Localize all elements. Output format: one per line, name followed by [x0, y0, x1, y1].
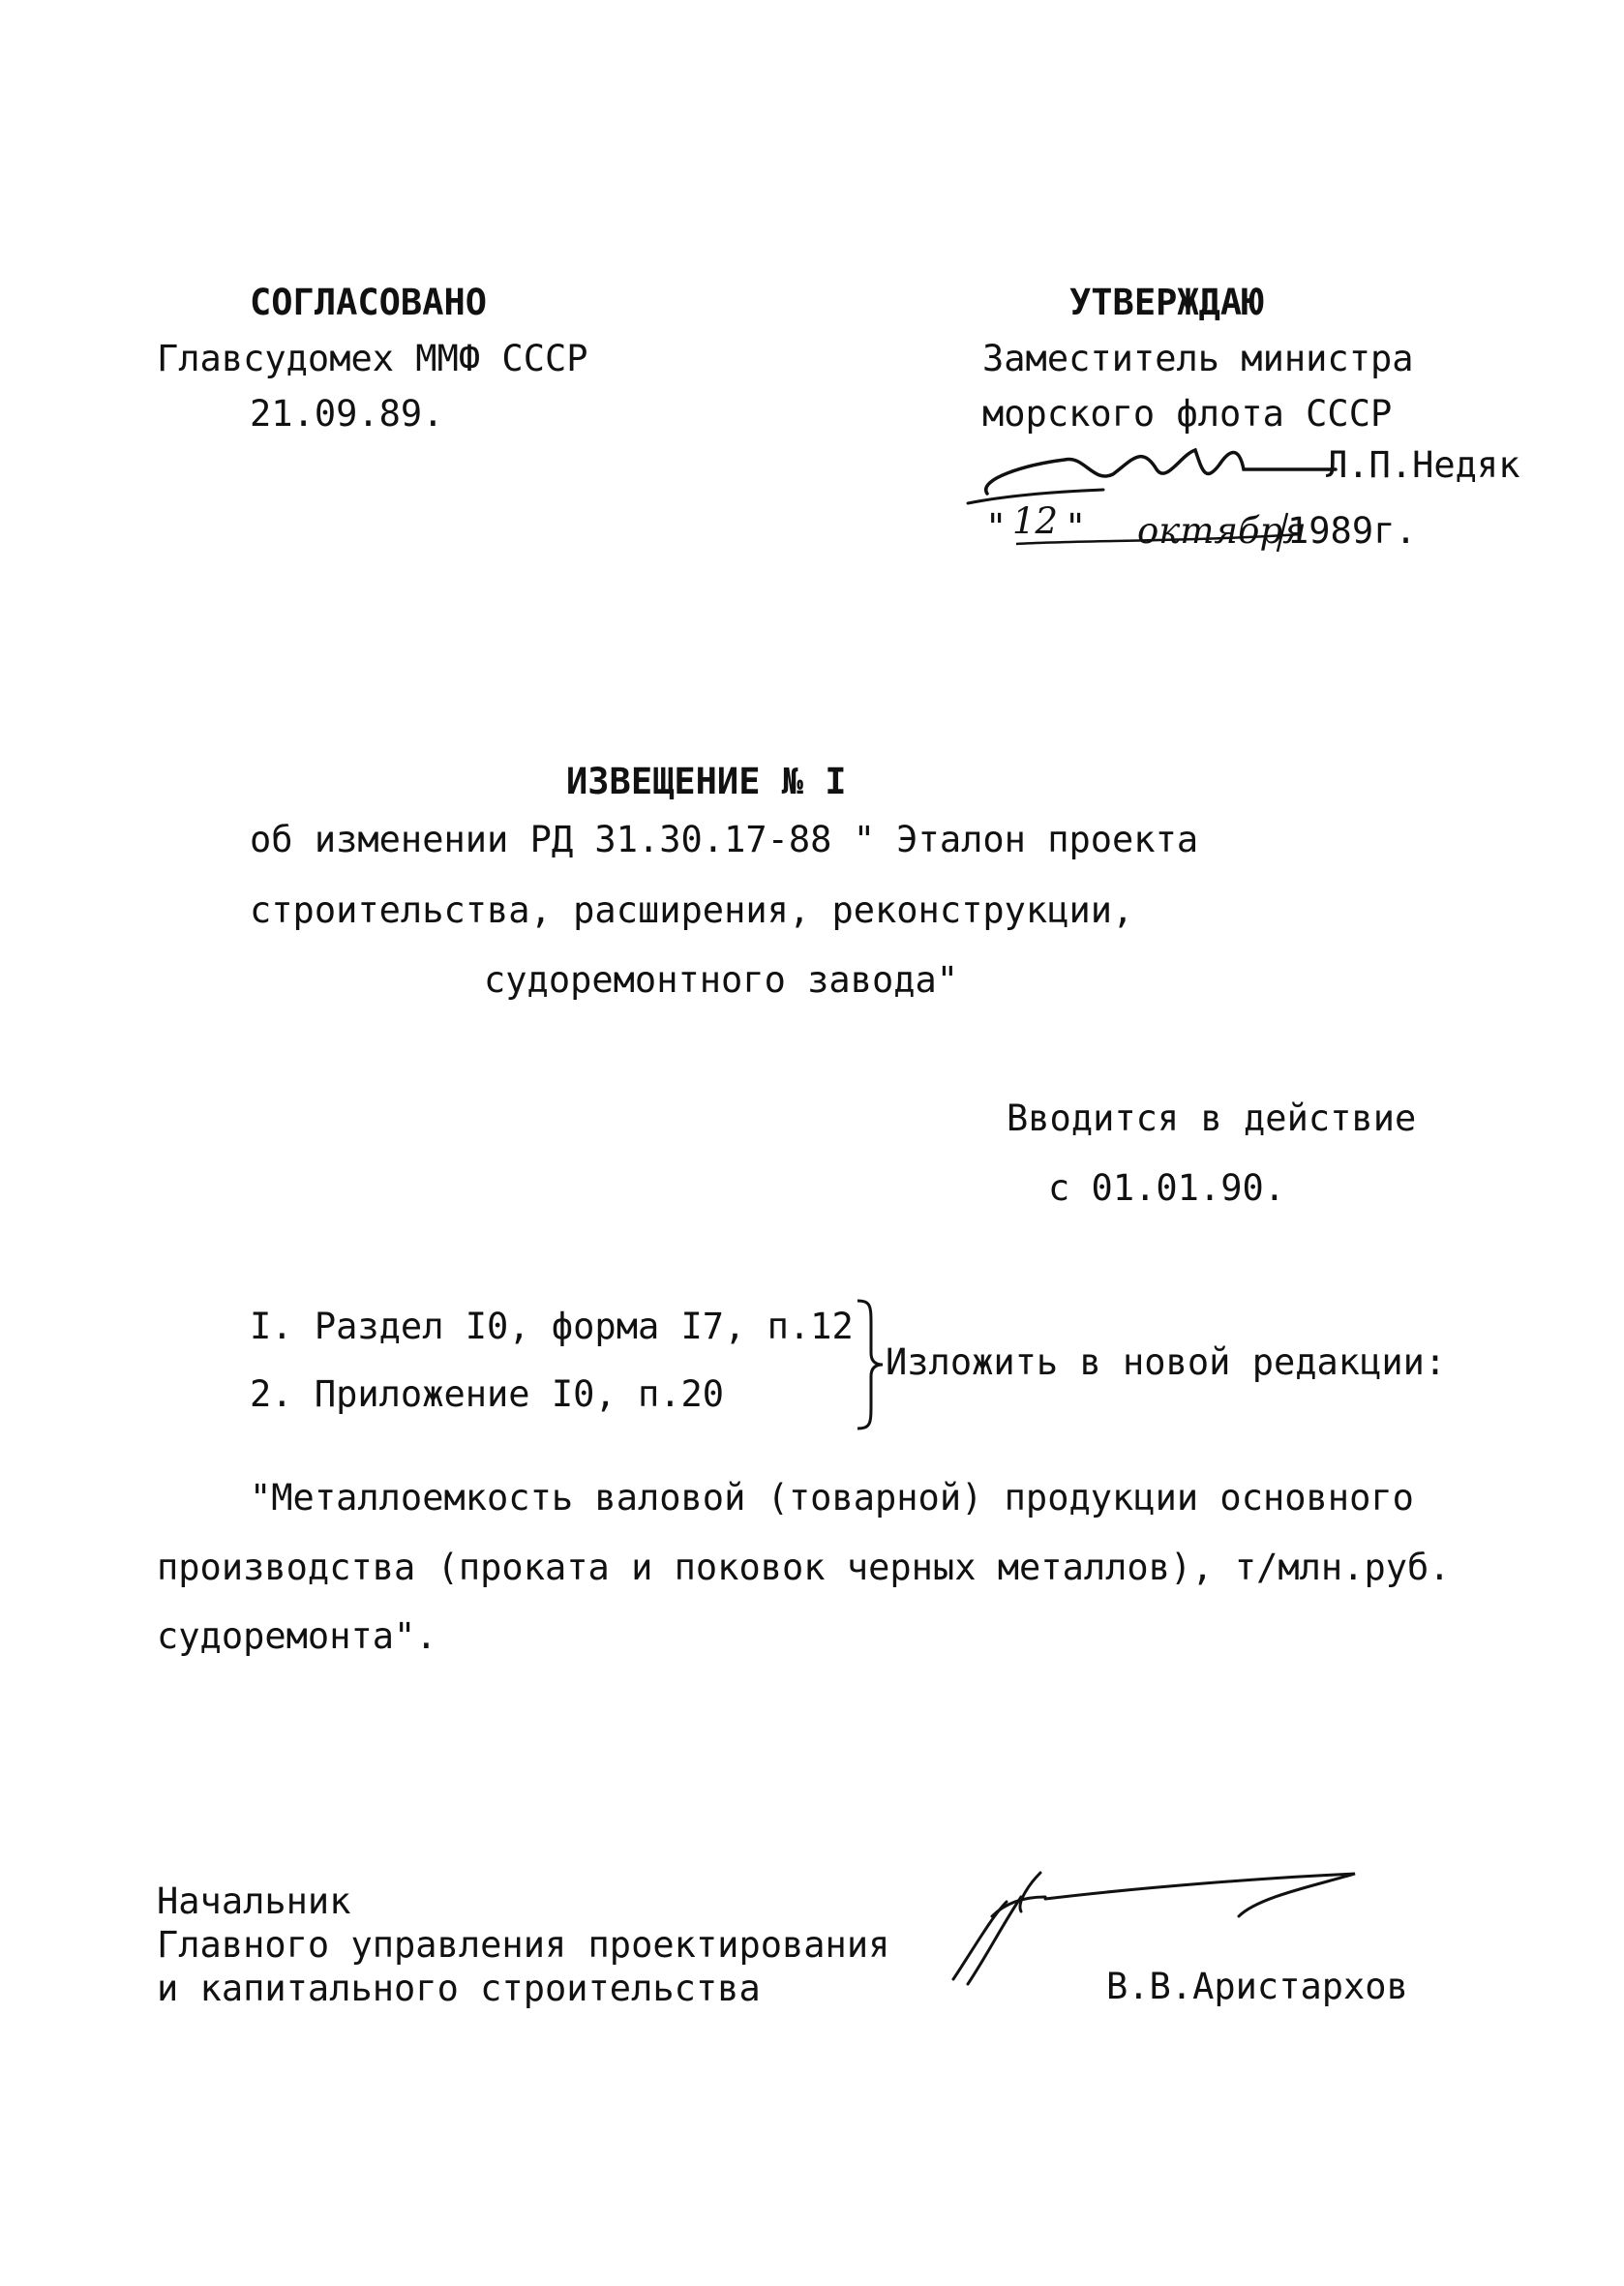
approval-right-line1: Заместитель министра: [982, 338, 1414, 379]
approval-date-year: 1989г.: [1287, 510, 1417, 552]
body-line3: судоремонта".: [157, 1615, 437, 1657]
approval-date-close-quote: ": [1065, 506, 1087, 548]
body-line2: производства (проката и поковок черных металлов), т/млн.руб.: [157, 1547, 1451, 1588]
approval-date-open-quote: ": [985, 506, 1007, 548]
effective-line1: Вводится в действие: [1007, 1098, 1417, 1139]
notice-subtitle-line2: строительства, расширения, реконструкции,: [250, 889, 1134, 931]
approval-date-day: 12: [1012, 500, 1059, 542]
body-line1: "Металлоемкость валовой (товарной) продукции основного: [250, 1477, 1414, 1519]
footer-title-line2: Главного управления проектирования: [157, 1924, 890, 1966]
approval-date-month: октября: [1137, 510, 1307, 552]
effective-line2: с 01.01.90.: [1048, 1167, 1286, 1209]
approval-right-heading: УТВЕРЖДАЮ: [1069, 282, 1264, 323]
footer-title-line3: и капитального строительства: [157, 1968, 761, 2009]
notice-title: ИЗВЕЩЕНИЕ № I: [566, 761, 847, 802]
item-1: I. Раздел I0, форма I7, п.12: [250, 1306, 854, 1347]
notice-subtitle-line3: судоремонтного завода": [484, 959, 959, 1001]
footer-title-line1: Начальник: [157, 1880, 351, 1922]
approval-left-line: Главсудомех ММФ СССР: [157, 338, 588, 379]
right-brace: [852, 1297, 887, 1443]
notice-subtitle-line1: об изменении РД 31.30.17-88 " Эталон проекта: [250, 819, 1199, 860]
approval-left-heading: СОГЛАСОВАНО: [250, 282, 488, 323]
approval-right-line2: морского флота СССР: [982, 393, 1393, 435]
approval-right-signer: Л.П.Недяк: [1326, 444, 1520, 486]
items-action: Изложить в новой редакции:: [886, 1341, 1447, 1383]
date-underline: [1007, 484, 1316, 572]
item-2: 2. Приложение I0, п.20: [250, 1373, 725, 1415]
approval-left-date: 21.09.89.: [250, 393, 444, 435]
footer-signer: В.В.Аристархов: [1106, 1966, 1408, 2007]
